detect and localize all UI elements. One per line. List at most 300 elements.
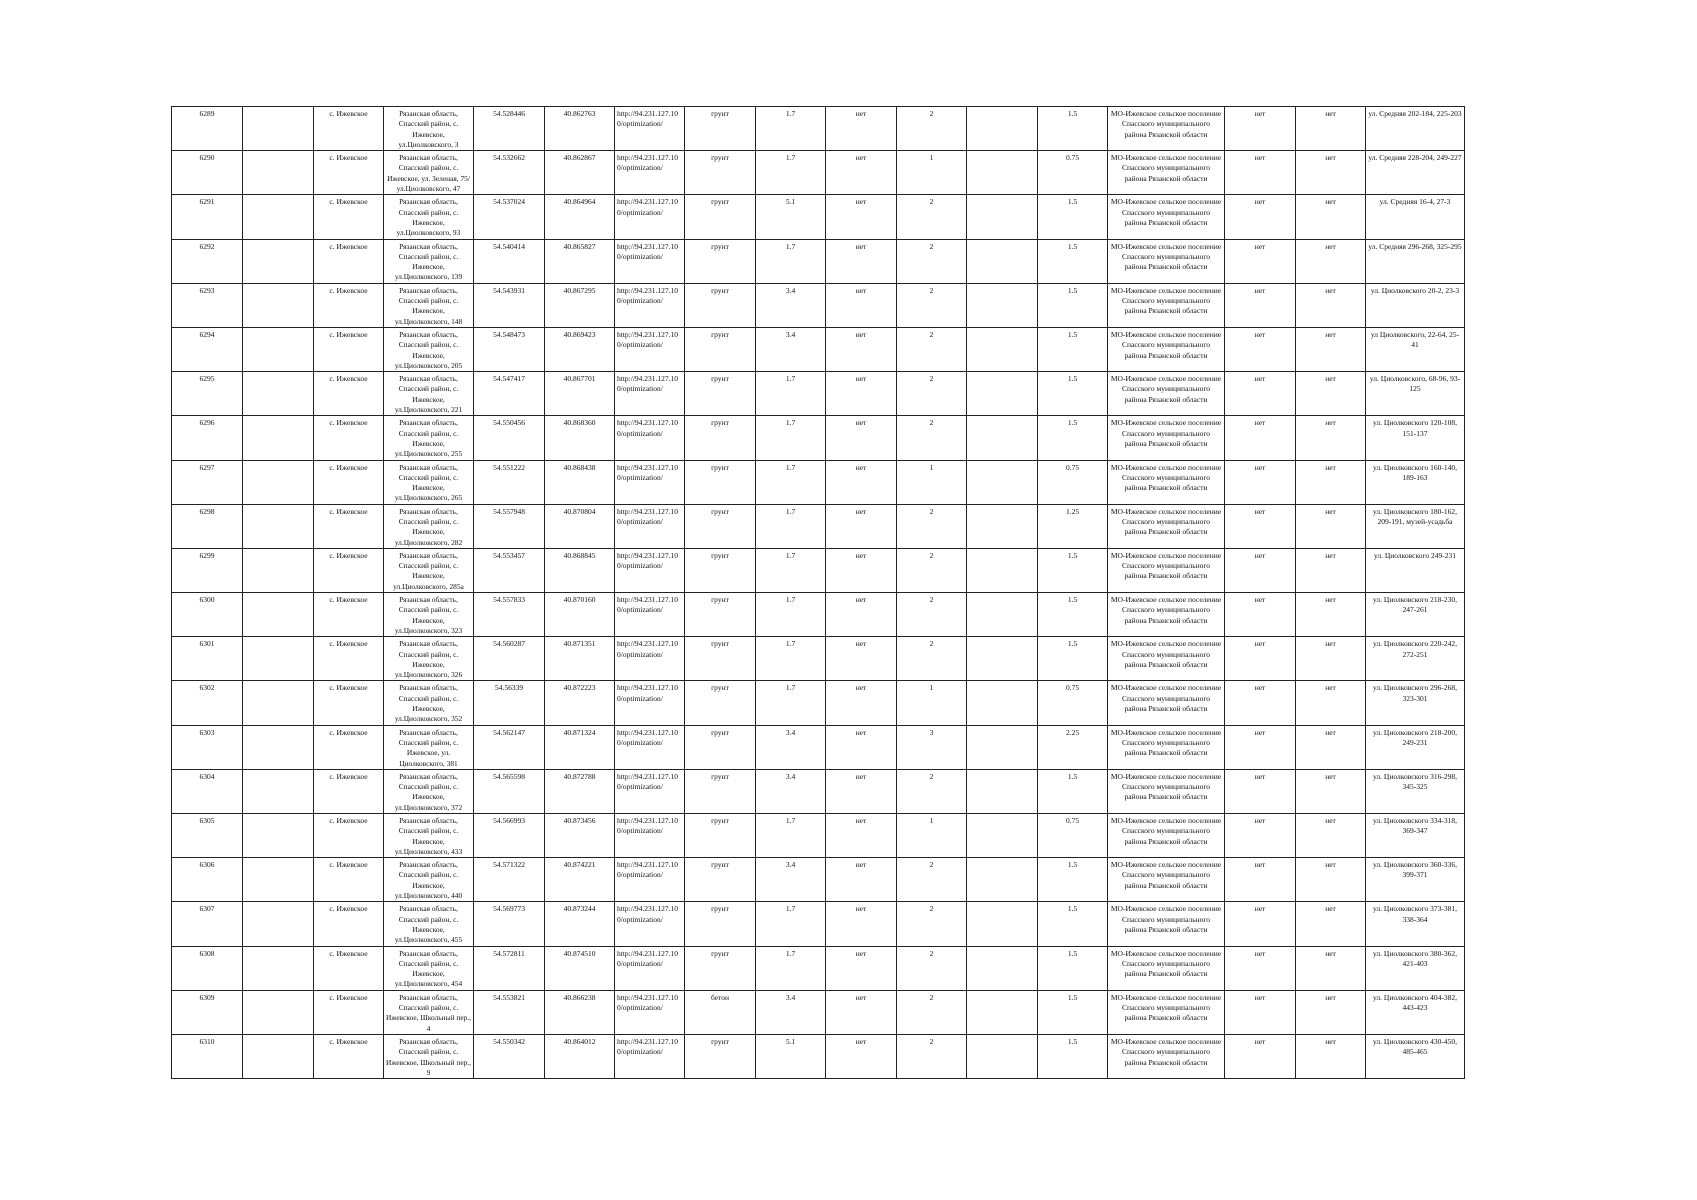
flag-cell: нет	[1296, 327, 1366, 371]
empty-cell	[243, 725, 314, 769]
row-id-cell: 6295	[172, 372, 243, 416]
registry-table	[171, 106, 1465, 1079]
table-row	[172, 637, 1465, 681]
container-count-cell: 2	[897, 239, 967, 283]
table-row	[172, 1034, 1465, 1078]
latitude-cell: 54.560287	[474, 637, 545, 681]
served-addresses-cell: ул. Циолковского 218-230, 247-261	[1366, 593, 1465, 637]
roof-cell: нет	[826, 990, 897, 1034]
empty-cell	[243, 1034, 314, 1078]
served-addresses-cell: ул. Циолковского 373-381, 338-364	[1366, 902, 1465, 946]
roof-cell: нет	[826, 504, 897, 548]
empty-cell	[967, 151, 1038, 195]
map-link-cell[interactable]: http://94.231.127.10 0/optimization/	[615, 902, 685, 946]
flag-cell: нет	[1225, 990, 1296, 1034]
flag-cell: нет	[1225, 902, 1296, 946]
map-link-cell[interactable]: http://94.231.127.10 0/optimization/	[615, 327, 685, 371]
surface-cell: грунт	[685, 902, 756, 946]
served-addresses-cell: ул. Средняя 228-204, 249-227	[1366, 151, 1465, 195]
address-cell: Рязанская область, Спасский район, с. Ижевское, ул.Циолковского, 455	[384, 902, 474, 946]
surface-cell: грунт	[685, 504, 756, 548]
container-count-cell: 2	[897, 416, 967, 460]
row-id-cell: 6305	[172, 814, 243, 858]
empty-cell	[967, 990, 1038, 1034]
longitude-cell: 40.866238	[545, 990, 615, 1034]
settlement-cell: с. Ижевское	[314, 107, 384, 151]
empty-cell	[967, 107, 1038, 151]
longitude-cell: 40.874221	[545, 858, 615, 902]
volume-cell: 1.5	[1038, 327, 1108, 371]
volume-cell: 1.5	[1038, 239, 1108, 283]
flag-cell: нет	[1225, 460, 1296, 504]
settlement-cell: с. Ижевское	[314, 725, 384, 769]
row-id-cell: 6306	[172, 858, 243, 902]
empty-cell	[967, 327, 1038, 371]
container-count-cell: 2	[897, 195, 967, 239]
empty-cell	[967, 195, 1038, 239]
table-row	[172, 990, 1465, 1034]
surface-cell: грунт	[685, 151, 756, 195]
roof-cell: нет	[826, 1034, 897, 1078]
roof-cell: нет	[826, 858, 897, 902]
flag-cell: нет	[1296, 814, 1366, 858]
owner-cell: МО-Ижевское сельское поселение Спасского муниципального района Рязанской области	[1108, 195, 1225, 239]
container-count-cell: 2	[897, 1034, 967, 1078]
empty-cell	[243, 460, 314, 504]
row-id-cell: 6291	[172, 195, 243, 239]
flag-cell: нет	[1225, 151, 1296, 195]
settlement-cell: с. Ижевское	[314, 195, 384, 239]
flag-cell: нет	[1296, 548, 1366, 592]
latitude-cell: 54.543931	[474, 283, 545, 327]
served-addresses-cell: ул. Циолковского 220-242, 272-251	[1366, 637, 1465, 681]
surface-cell: грунт	[685, 814, 756, 858]
latitude-cell: 54.550456	[474, 416, 545, 460]
area-cell: 1.7	[756, 460, 826, 504]
map-link-cell[interactable]: http://94.231.127.10 0/optimization/	[615, 372, 685, 416]
roof-cell: нет	[826, 769, 897, 813]
table-row	[172, 327, 1465, 371]
area-cell: 3.4	[756, 990, 826, 1034]
container-count-cell: 2	[897, 548, 967, 592]
longitude-cell: 40.865827	[545, 239, 615, 283]
surface-cell: грунт	[685, 372, 756, 416]
flag-cell: нет	[1225, 327, 1296, 371]
longitude-cell: 40.862763	[545, 107, 615, 151]
owner-cell: МО-Ижевское сельское поселение Спасского муниципального района Рязанской области	[1108, 283, 1225, 327]
row-id-cell: 6293	[172, 283, 243, 327]
served-addresses-cell: ул. Циолковского 334-318, 369-347	[1366, 814, 1465, 858]
area-cell: 1.7	[756, 548, 826, 592]
container-count-cell: 2	[897, 107, 967, 151]
map-link-cell[interactable]: http://94.231.127.10 0/optimization/	[615, 504, 685, 548]
row-id-cell: 6292	[172, 239, 243, 283]
owner-cell: МО-Ижевское сельское поселение Спасского муниципального района Рязанской области	[1108, 902, 1225, 946]
volume-cell: 1.5	[1038, 990, 1108, 1034]
empty-cell	[967, 725, 1038, 769]
empty-cell	[967, 283, 1038, 327]
volume-cell: 2.25	[1038, 725, 1108, 769]
latitude-cell: 54.566993	[474, 814, 545, 858]
area-cell: 3.4	[756, 283, 826, 327]
address-cell: Рязанская область, Спасский район, с. Ижевское, ул.Циолковского, 285а	[384, 548, 474, 592]
volume-cell: 1.5	[1038, 195, 1108, 239]
map-link-cell[interactable]: http://94.231.127.10 0/optimization/	[615, 990, 685, 1034]
served-addresses-cell: ул. Циолковского 430-450, 485-465	[1366, 1034, 1465, 1078]
served-addresses-cell: ул Циолковского, 22-64, 25-41	[1366, 327, 1465, 371]
settlement-cell: с. Ижевское	[314, 283, 384, 327]
settlement-cell: с. Ижевское	[314, 858, 384, 902]
settlement-cell: с. Ижевское	[314, 504, 384, 548]
address-cell: Рязанская область, Спасский район, с. Ижевское, ул. Зеленая, 75/ул.Циолковского, 47	[384, 151, 474, 195]
flag-cell: нет	[1225, 769, 1296, 813]
longitude-cell: 40.872788	[545, 769, 615, 813]
roof-cell: нет	[826, 151, 897, 195]
map-link-cell[interactable]: http://94.231.127.10 0/optimization/	[615, 1034, 685, 1078]
row-id-cell: 6308	[172, 946, 243, 990]
table-row	[172, 814, 1465, 858]
table-row	[172, 593, 1465, 637]
surface-cell: грунт	[685, 1034, 756, 1078]
longitude-cell: 40.874510	[545, 946, 615, 990]
settlement-cell: с. Ижевское	[314, 946, 384, 990]
empty-cell	[967, 946, 1038, 990]
served-addresses-cell: ул. Средняя 296-268, 325-295	[1366, 239, 1465, 283]
longitude-cell: 40.864012	[545, 1034, 615, 1078]
map-link-cell[interactable]: http://94.231.127.10 0/optimization/	[615, 416, 685, 460]
address-cell: Рязанская область, Спасский район, с. Ижевское, Школьный пер., 9	[384, 1034, 474, 1078]
empty-cell	[243, 151, 314, 195]
settlement-cell: с. Ижевское	[314, 151, 384, 195]
roof-cell: нет	[826, 946, 897, 990]
area-cell: 1.7	[756, 372, 826, 416]
roof-cell: нет	[826, 681, 897, 725]
empty-cell	[243, 283, 314, 327]
table-row	[172, 548, 1465, 592]
row-id-cell: 6299	[172, 548, 243, 592]
address-cell: Рязанская область, Спасский район, с. Ижевское, ул.Циолковского, 372	[384, 769, 474, 813]
container-count-cell: 1	[897, 460, 967, 504]
map-link-cell[interactable]: http://94.231.127.10 0/optimization/	[615, 725, 685, 769]
area-cell: 5.1	[756, 1034, 826, 1078]
roof-cell: нет	[826, 327, 897, 371]
area-cell: 1.7	[756, 681, 826, 725]
longitude-cell: 40.868845	[545, 548, 615, 592]
served-addresses-cell: ул. Циолковского 404-382, 443-423	[1366, 990, 1465, 1034]
flag-cell: нет	[1296, 593, 1366, 637]
surface-cell: грунт	[685, 107, 756, 151]
map-link-cell[interactable]: http://94.231.127.10 0/optimization/	[615, 858, 685, 902]
empty-cell	[243, 990, 314, 1034]
flag-cell: нет	[1296, 151, 1366, 195]
surface-cell: грунт	[685, 725, 756, 769]
container-count-cell: 2	[897, 283, 967, 327]
latitude-cell: 54.540414	[474, 239, 545, 283]
latitude-cell: 54.557948	[474, 504, 545, 548]
longitude-cell: 40.867701	[545, 372, 615, 416]
address-cell: Рязанская область, Спасский район, с. Ижевское, ул.Циолковского, 265	[384, 460, 474, 504]
owner-cell: МО-Ижевское сельское поселение Спасского муниципального района Рязанской области	[1108, 681, 1225, 725]
served-addresses-cell: ул. Циолковского 160-140, 189-163	[1366, 460, 1465, 504]
owner-cell: МО-Ижевское сельское поселение Спасского муниципального района Рязанской области	[1108, 239, 1225, 283]
container-count-cell: 2	[897, 990, 967, 1034]
map-link-cell[interactable]: http://94.231.127.10 0/optimization/	[615, 107, 685, 151]
row-id-cell: 6302	[172, 681, 243, 725]
served-addresses-cell: ул. Средняя 16-4, 27-3	[1366, 195, 1465, 239]
roof-cell: нет	[826, 902, 897, 946]
empty-cell	[243, 416, 314, 460]
surface-cell: грунт	[685, 195, 756, 239]
volume-cell: 0.75	[1038, 814, 1108, 858]
container-count-cell: 1	[897, 681, 967, 725]
row-id-cell: 6290	[172, 151, 243, 195]
table-row	[172, 681, 1465, 725]
empty-cell	[967, 239, 1038, 283]
area-cell: 3.4	[756, 769, 826, 813]
longitude-cell: 40.868360	[545, 416, 615, 460]
map-link-cell[interactable]: http://94.231.127.10 0/optimization/	[615, 151, 685, 195]
surface-cell: грунт	[685, 327, 756, 371]
table-row	[172, 725, 1465, 769]
volume-cell: 1.5	[1038, 283, 1108, 327]
container-count-cell: 2	[897, 327, 967, 371]
empty-cell	[243, 902, 314, 946]
flag-cell: нет	[1296, 460, 1366, 504]
map-link-cell[interactable]: http://94.231.127.10 0/optimization/	[615, 195, 685, 239]
map-link-cell[interactable]: http://94.231.127.10 0/optimization/	[615, 637, 685, 681]
owner-cell: МО-Ижевское сельское поселение Спасского муниципального района Рязанской области	[1108, 504, 1225, 548]
row-id-cell: 6298	[172, 504, 243, 548]
volume-cell: 1.5	[1038, 902, 1108, 946]
served-addresses-cell: ул. Циолковского 316-298, 345-325	[1366, 769, 1465, 813]
address-cell: Рязанская область, Спасский район, с. Ижевское, ул.Циолковского, 255	[384, 416, 474, 460]
table-row	[172, 283, 1465, 327]
settlement-cell: с. Ижевское	[314, 548, 384, 592]
roof-cell: нет	[826, 637, 897, 681]
map-link-cell[interactable]: http://94.231.127.10 0/optimization/	[615, 460, 685, 504]
longitude-cell: 40.871351	[545, 637, 615, 681]
table-row	[172, 416, 1465, 460]
owner-cell: МО-Ижевское сельское поселение Спасского муниципального района Рязанской области	[1108, 151, 1225, 195]
flag-cell: нет	[1225, 239, 1296, 283]
flag-cell: нет	[1296, 946, 1366, 990]
latitude-cell: 54.550342	[474, 1034, 545, 1078]
table-row	[172, 902, 1465, 946]
flag-cell: нет	[1225, 195, 1296, 239]
table-row	[172, 858, 1465, 902]
container-count-cell: 2	[897, 946, 967, 990]
settlement-cell: с. Ижевское	[314, 990, 384, 1034]
flag-cell: нет	[1296, 372, 1366, 416]
row-id-cell: 6307	[172, 902, 243, 946]
volume-cell: 1.5	[1038, 548, 1108, 592]
area-cell: 1.7	[756, 637, 826, 681]
flag-cell: нет	[1225, 946, 1296, 990]
surface-cell: грунт	[685, 593, 756, 637]
container-count-cell: 2	[897, 504, 967, 548]
empty-cell	[243, 637, 314, 681]
owner-cell: МО-Ижевское сельское поселение Спасского муниципального района Рязанской области	[1108, 593, 1225, 637]
volume-cell: 1.5	[1038, 946, 1108, 990]
owner-cell: МО-Ижевское сельское поселение Спасского муниципального района Рязанской области	[1108, 548, 1225, 592]
address-cell: Рязанская область, Спасский район, с. Ижевское, ул.Циолковского, 326	[384, 637, 474, 681]
empty-cell	[967, 902, 1038, 946]
flag-cell: нет	[1225, 548, 1296, 592]
roof-cell: нет	[826, 372, 897, 416]
empty-cell	[967, 769, 1038, 813]
flag-cell: нет	[1225, 1034, 1296, 1078]
settlement-cell: с. Ижевское	[314, 593, 384, 637]
latitude-cell: 54.553457	[474, 548, 545, 592]
flag-cell: нет	[1225, 593, 1296, 637]
address-cell: Рязанская область, Спасский район, с. Ижевское, ул.Циолковского, 93	[384, 195, 474, 239]
longitude-cell: 40.871324	[545, 725, 615, 769]
address-cell: Рязанская область, Спасский район, с. Ижевское, ул.Циолковского, 440	[384, 858, 474, 902]
volume-cell: 0.75	[1038, 151, 1108, 195]
map-link-cell[interactable]: http://94.231.127.10 0/optimization/	[615, 593, 685, 637]
latitude-cell: 54.562147	[474, 725, 545, 769]
flag-cell: нет	[1225, 681, 1296, 725]
served-addresses-cell: ул. Циолковского 249-231	[1366, 548, 1465, 592]
settlement-cell: с. Ижевское	[314, 814, 384, 858]
settlement-cell: с. Ижевское	[314, 681, 384, 725]
settlement-cell: с. Ижевское	[314, 637, 384, 681]
latitude-cell: 54.557833	[474, 593, 545, 637]
row-id-cell: 6294	[172, 327, 243, 371]
address-cell: Рязанская область, Спасский район, с. Ижевское, ул.Циолковского, 433	[384, 814, 474, 858]
flag-cell: нет	[1225, 637, 1296, 681]
row-id-cell: 6309	[172, 990, 243, 1034]
empty-cell	[967, 814, 1038, 858]
flag-cell: нет	[1225, 504, 1296, 548]
area-cell: 1.7	[756, 593, 826, 637]
map-link-cell[interactable]: http://94.231.127.10 0/optimization/	[615, 814, 685, 858]
container-count-cell: 3	[897, 725, 967, 769]
area-cell: 1.7	[756, 107, 826, 151]
flag-cell: нет	[1225, 858, 1296, 902]
owner-cell: МО-Ижевское сельское поселение Спасского муниципального района Рязанской области	[1108, 460, 1225, 504]
owner-cell: МО-Ижевское сельское поселение Спасского муниципального района Рязанской области	[1108, 107, 1225, 151]
surface-cell: грунт	[685, 416, 756, 460]
table-row	[172, 769, 1465, 813]
address-cell: Рязанская область, Спасский район, с. Ижевское, ул.Циолковского, 139	[384, 239, 474, 283]
area-cell: 3.4	[756, 725, 826, 769]
container-count-cell: 2	[897, 593, 967, 637]
empty-cell	[243, 858, 314, 902]
flag-cell: нет	[1296, 902, 1366, 946]
flag-cell: нет	[1296, 283, 1366, 327]
map-link-cell[interactable]: http://94.231.127.10 0/optimization/	[615, 548, 685, 592]
address-cell: Рязанская область, Спасский район, с. Ижевское, ул.Циолковского, 282	[384, 504, 474, 548]
flag-cell: нет	[1225, 107, 1296, 151]
latitude-cell: 54.548473	[474, 327, 545, 371]
longitude-cell: 40.872223	[545, 681, 615, 725]
map-link-cell[interactable]: http://94.231.127.10 0/optimization/	[615, 681, 685, 725]
served-addresses-cell: ул. Циолковского 120-108, 151-137	[1366, 416, 1465, 460]
settlement-cell: с. Ижевское	[314, 372, 384, 416]
row-id-cell: 6297	[172, 460, 243, 504]
container-count-cell: 2	[897, 858, 967, 902]
roof-cell: нет	[826, 107, 897, 151]
container-count-cell: 2	[897, 637, 967, 681]
container-count-cell: 1	[897, 814, 967, 858]
row-id-cell: 6300	[172, 593, 243, 637]
settlement-cell: с. Ижевское	[314, 327, 384, 371]
table-row	[172, 504, 1465, 548]
served-addresses-cell: ул. Циолковского 218-200, 249-231	[1366, 725, 1465, 769]
served-addresses-cell: ул. Циолковского, 68-96, 93-125	[1366, 372, 1465, 416]
address-cell: Рязанская область, Спасский район, с. Ижевское, ул.Циолковского, 148	[384, 283, 474, 327]
settlement-cell: с. Ижевское	[314, 416, 384, 460]
surface-cell: грунт	[685, 769, 756, 813]
roof-cell: нет	[826, 239, 897, 283]
flag-cell: нет	[1296, 239, 1366, 283]
volume-cell: 1.5	[1038, 416, 1108, 460]
empty-cell	[243, 372, 314, 416]
empty-cell	[243, 239, 314, 283]
volume-cell: 0.75	[1038, 460, 1108, 504]
empty-cell	[967, 548, 1038, 592]
empty-cell	[967, 416, 1038, 460]
address-cell: Рязанская область, Спасский район, с. Ижевское, ул.Циолковского, 454	[384, 946, 474, 990]
longitude-cell: 40.870160	[545, 593, 615, 637]
flag-cell: нет	[1225, 372, 1296, 416]
served-addresses-cell: ул. Циолковского 180-162, 209-191, музей-усадьба	[1366, 504, 1465, 548]
map-link-cell[interactable]: http://94.231.127.10 0/optimization/	[615, 283, 685, 327]
table-row	[172, 107, 1465, 151]
container-count-cell: 2	[897, 902, 967, 946]
flag-cell: нет	[1225, 416, 1296, 460]
table-row	[172, 151, 1465, 195]
flag-cell: нет	[1296, 769, 1366, 813]
address-cell: Рязанская область, Спасский район, с. Ижевское, ул.Циолковского, 221	[384, 372, 474, 416]
served-addresses-cell: ул. Циолковского 360-336, 399-371	[1366, 858, 1465, 902]
surface-cell: грунт	[685, 548, 756, 592]
owner-cell: МО-Ижевское сельское поселение Спасского муниципального района Рязанской области	[1108, 725, 1225, 769]
map-link-cell[interactable]: http://94.231.127.10 0/optimization/	[615, 239, 685, 283]
empty-cell	[243, 504, 314, 548]
row-id-cell: 6304	[172, 769, 243, 813]
owner-cell: МО-Ижевское сельское поселение Спасского муниципального района Рязанской области	[1108, 637, 1225, 681]
area-cell: 1.7	[756, 814, 826, 858]
volume-cell: 1.5	[1038, 858, 1108, 902]
volume-cell: 1.25	[1038, 504, 1108, 548]
row-id-cell: 6296	[172, 416, 243, 460]
flag-cell: нет	[1296, 990, 1366, 1034]
map-link-cell[interactable]: http://94.231.127.10 0/optimization/	[615, 769, 685, 813]
empty-cell	[243, 327, 314, 371]
latitude-cell: 54.569773	[474, 902, 545, 946]
flag-cell: нет	[1296, 416, 1366, 460]
roof-cell: нет	[826, 460, 897, 504]
longitude-cell: 40.870804	[545, 504, 615, 548]
owner-cell: МО-Ижевское сельское поселение Спасского муниципального района Рязанской области	[1108, 858, 1225, 902]
latitude-cell: 54.553821	[474, 990, 545, 1034]
flag-cell: нет	[1296, 725, 1366, 769]
surface-cell: грунт	[685, 681, 756, 725]
table-row	[172, 946, 1465, 990]
empty-cell	[243, 946, 314, 990]
owner-cell: МО-Ижевское сельское поселение Спасского муниципального района Рязанской области	[1108, 416, 1225, 460]
map-link-cell[interactable]: http://94.231.127.10 0/optimization/	[615, 946, 685, 990]
volume-cell: 1.5	[1038, 769, 1108, 813]
owner-cell: МО-Ижевское сельское поселение Спасского муниципального района Рязанской области	[1108, 372, 1225, 416]
roof-cell: нет	[826, 416, 897, 460]
volume-cell: 1.5	[1038, 637, 1108, 681]
owner-cell: МО-Ижевское сельское поселение Спасского муниципального района Рязанской области	[1108, 769, 1225, 813]
served-addresses-cell: ул. Циолковского 380-362, 421-403	[1366, 946, 1465, 990]
latitude-cell: 54.537024	[474, 195, 545, 239]
